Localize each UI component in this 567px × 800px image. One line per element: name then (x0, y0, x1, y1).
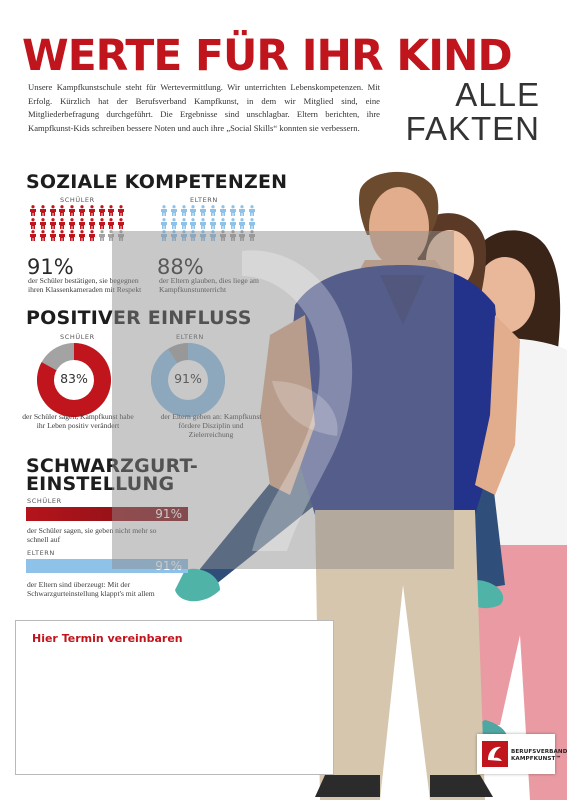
person-icon (39, 230, 49, 243)
person-icon (209, 205, 219, 218)
person-icon (78, 205, 88, 218)
person-icon (88, 218, 98, 231)
person-icon (189, 218, 199, 231)
person-icon (98, 205, 108, 218)
watermark-overlay (112, 231, 454, 569)
person-icon (39, 218, 49, 231)
person-icon (88, 205, 98, 218)
appointment-box[interactable] (15, 620, 334, 775)
person-icon (107, 205, 117, 218)
person-icon (117, 218, 127, 231)
bar-label-eltern: 91% (155, 559, 182, 573)
person-icon (58, 218, 68, 231)
percent-eltern-soziale: 88% (157, 255, 204, 279)
person-icon (160, 218, 170, 231)
person-icon (29, 230, 39, 243)
person-icon (29, 205, 39, 218)
percent-schueler-soziale: 91% (27, 255, 74, 279)
person-icon (238, 218, 248, 231)
heading-positiver-einfluss: POSITIVER EINFLUSS (26, 307, 252, 329)
label-schueler-soziale: SCHÜLER (60, 196, 95, 204)
label-eltern-schwarz: ELTERN (27, 549, 55, 557)
person-icon (68, 218, 78, 231)
person-icon (58, 205, 68, 218)
person-icon (78, 218, 88, 231)
page-title: WERTE FÜR IHR KIND (22, 31, 512, 81)
berufsverband-logo (477, 734, 567, 774)
subtitle-alle: ALLE (455, 76, 540, 113)
person-icon (107, 218, 117, 231)
person-icon (170, 205, 180, 218)
logo-text-line2: KAMPFKUNST™ (511, 756, 562, 762)
heading-schwarzgurt-line1: SCHWARZGURT- (26, 455, 198, 477)
person-icon (98, 230, 108, 243)
text-eltern-schwarz: der Eltern sind überzeugt: Mit der Schwarzgurteinstellung klappt's mit allem (27, 580, 155, 599)
person-icon (219, 218, 229, 231)
person-icon (180, 218, 190, 231)
person-icon (49, 218, 59, 231)
heading-soziale-kompetenzen: SOZIALE KOMPETENZEN (26, 171, 288, 193)
text-eltern-positiv: der Eltern geben an: Kampfkunst fördere Disziplin und Zielerreichung (160, 412, 262, 440)
person-icon (68, 205, 78, 218)
intro-paragraph: Unsere Kampfkunstschule steht für Wertevermittlung. Wir unterrichten Lebenskompetenzen. Mit Erfolg. Kürzlich hat der Berufsverband Kampfkunst, in dem wir Mitglied sind, eine Mitgliederbefragung durchgeführt. Die Ergebnisse sind unschlagbar. Eltern berichten, ihre Kampfkunst-Kids schreiben bessere Noten und auch ihre „Social Skills“ konnten sie verbessern. (28, 82, 380, 133)
person-icon (117, 205, 127, 218)
watermark-symbol-icon (112, 231, 454, 569)
person-icon (58, 230, 68, 243)
person-icon (160, 205, 170, 218)
appointment-title: Hier Termin vereinbaren (32, 632, 183, 645)
text-schueler-soziale: der Schüler bestätigen, sie begegnen ihren Klassenkameraden mit Respekt (28, 276, 142, 295)
subtitle-fakten: FAKTEN (405, 110, 540, 147)
person-icon (68, 230, 78, 243)
logo-mark-icon (482, 741, 508, 767)
person-icon (98, 218, 108, 231)
person-icon (209, 218, 219, 231)
label-schueler-schwarz: SCHÜLER (27, 497, 62, 505)
heading-schwarzgurt-line2: EINSTELLUNG (26, 473, 175, 495)
person-icon (49, 205, 59, 218)
person-icon (248, 218, 258, 231)
person-icon (238, 205, 248, 218)
donut-label-eltern: 91% (174, 371, 202, 386)
label-schueler-positiv: SCHÜLER (60, 333, 95, 341)
logo-text-line1: BERUFSVERBAND (511, 749, 567, 755)
donut-label-schueler: 83% (60, 371, 88, 386)
person-icon (199, 205, 209, 218)
person-icon (199, 218, 209, 231)
person-icon (49, 230, 59, 243)
text-eltern-soziale: der Eltern glauben, dies liege am Kampfkunstunterricht (159, 276, 259, 295)
person-icon (248, 205, 258, 218)
person-icon (78, 230, 88, 243)
person-icon (189, 205, 199, 218)
label-eltern-soziale: ELTERN (190, 196, 218, 204)
bar-label-schueler: 91% (155, 507, 182, 521)
person-icon (170, 218, 180, 231)
person-icon (229, 218, 239, 231)
person-icon (88, 230, 98, 243)
person-icon (180, 205, 190, 218)
person-icon (29, 218, 39, 231)
person-icon (39, 205, 49, 218)
person-icon (219, 205, 229, 218)
text-schueler-schwarz: der Schüler sagen, sie geben nicht mehr so schnell auf (27, 526, 157, 545)
text-schueler-positiv: der Schüler sagen, Kampfkunst habe ihr Leben positiv verändert (22, 412, 134, 431)
label-eltern-positiv: ELTERN (176, 333, 204, 341)
person-icon (229, 205, 239, 218)
